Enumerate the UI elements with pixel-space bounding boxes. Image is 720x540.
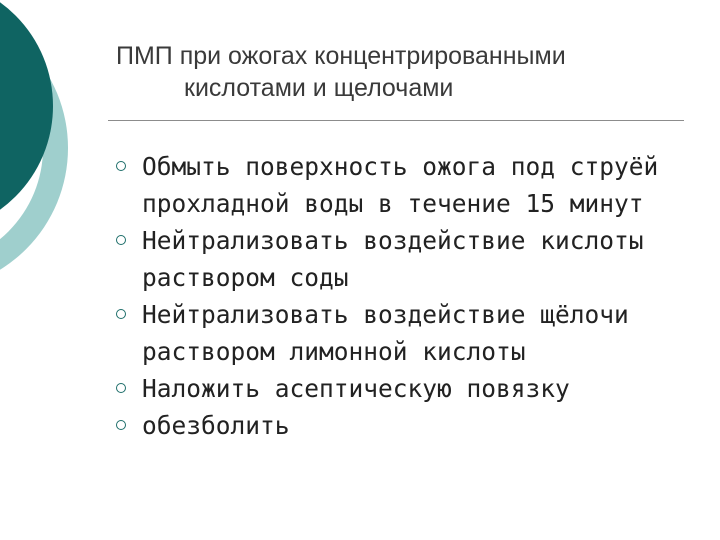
- list-item: [116, 222, 706, 296]
- bullet-text: Нейтрализовать воздействие кислоты раствором соды: [142, 226, 644, 292]
- bullet-text: Обмыть поверхность ожога под струёй прохладной воды в течение 15 минут: [142, 152, 659, 218]
- title-divider: [108, 120, 684, 121]
- list-item: [116, 370, 706, 407]
- title-line-1: ПМП при ожогах концентрированными: [116, 42, 566, 70]
- bullet-text: обезболить: [142, 411, 290, 440]
- list-item: [116, 407, 706, 444]
- circle-bullet-icon: [116, 309, 126, 319]
- list-item: [116, 296, 706, 370]
- decorative-circles: [0, 0, 110, 300]
- slide-title: [116, 40, 696, 104]
- circle-bullet-icon: [116, 383, 126, 393]
- bullet-text: Нейтрализовать воздействие щёлочи раствором лимонной кислоты: [142, 300, 629, 366]
- circle-bullet-icon: [116, 235, 126, 245]
- list-item: [116, 148, 706, 222]
- bullet-text: Наложить асептическую повязку: [142, 374, 570, 403]
- circle-bullet-icon: [116, 161, 126, 171]
- title-line-2: кислотами и щелочами: [184, 74, 454, 102]
- bullet-list: [116, 148, 706, 444]
- circle-bullet-icon: [116, 420, 126, 430]
